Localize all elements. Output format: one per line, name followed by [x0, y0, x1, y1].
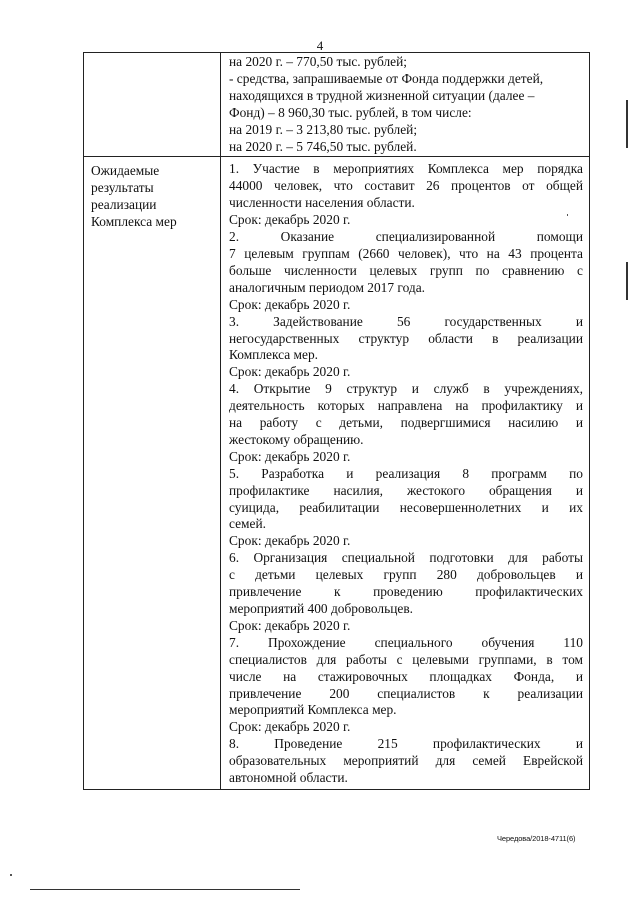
scan-speck — [567, 214, 568, 216]
text-line: 7. Прохождение специального обучения 110 — [229, 634, 583, 650]
text-line: привлечение к проведению профилактических — [229, 584, 583, 600]
expected-results-label-cell — [84, 157, 221, 790]
text-line: образовательных мероприятий для семей Еврейской — [229, 753, 583, 769]
text-line: профилактике насилия, жестокого обращения и — [229, 482, 583, 498]
row-label-empty — [84, 53, 221, 157]
funding-details-text — [229, 54, 583, 155]
text-line: Срок: декабрь 2020 г. — [229, 296, 351, 312]
scan-edge-mark — [626, 262, 628, 300]
row-label-line: Ожидаемые — [91, 163, 160, 179]
text-line: Фонд) – 8 960,30 тыс. рублей, в том числе: — [229, 104, 472, 120]
text-line: негосударственных структур области в реализации — [229, 330, 583, 346]
text-line: находящихся в трудной жизненной ситуации (далее – — [229, 87, 535, 103]
text-line: Срок: декабрь 2020 г. — [229, 212, 351, 228]
scan-speck — [10, 874, 12, 876]
text-line: аналогичным периодом 2017 года. — [229, 279, 425, 295]
text-line: на 2020 г. – 770,50 тыс. рублей; — [229, 54, 407, 69]
row-label-line: результаты — [91, 180, 154, 196]
text-line: с детьми целевых групп 280 добровольцев и — [229, 567, 583, 583]
text-line: мероприятий Комплекса мер. — [229, 702, 397, 718]
text-line: 1. Участие в мероприятиях Комплекса мер порядка — [229, 161, 583, 177]
text-line: на работу с детьми, подвергшимися насилию и — [229, 415, 583, 431]
table-row-expected-results — [84, 157, 590, 790]
text-line: числе на стажировочных площадках Фонда, и — [229, 668, 583, 684]
text-line: 7 целевым группам (2660 человек), что на 43 процента — [229, 245, 583, 261]
text-line: на 2020 г. – 5 746,50 тыс. рублей. — [229, 138, 417, 154]
text-line: специалистов для работы с целевыми группами, в том — [229, 651, 583, 667]
document-table — [83, 52, 590, 790]
text-line: Срок: декабрь 2020 г. — [229, 617, 351, 633]
text-line: жестокому обращению. — [229, 431, 364, 447]
text-line: 3. Задействование 56 государственных и — [229, 313, 583, 329]
text-line: Комплекса мер. — [229, 347, 318, 363]
text-line: Срок: декабрь 2020 г. — [229, 719, 351, 735]
scan-edge-mark — [626, 100, 628, 148]
text-line: Срок: декабрь 2020 г. — [229, 364, 351, 380]
text-line: 4. Открытие 9 структур и служб в учреждениях, — [229, 381, 583, 397]
text-line: - средства, запрашиваемые от Фонда поддержки детей, — [229, 70, 544, 86]
expected-results-cell — [221, 157, 590, 790]
expected-results-text — [229, 161, 583, 787]
text-line: 2. Оказание специализированной помощи — [229, 229, 583, 245]
text-line: суицида, реабилитации несовершеннолетних и их — [229, 499, 583, 515]
bottom-rule-line — [30, 889, 300, 890]
text-line: семей. — [229, 516, 266, 532]
row-label-line: Комплекса мер — [91, 214, 177, 230]
document-footer-code: Чередова/2018-4711(6) — [497, 834, 576, 843]
text-line: 5. Разработка и реализация 8 программ по — [229, 465, 583, 481]
table-row-funding — [84, 53, 590, 157]
text-line: Срок: декабрь 2020 г. — [229, 533, 351, 549]
funding-details-cell — [221, 53, 590, 157]
row-label-line: реализации — [91, 197, 157, 213]
text-line: численности населения области. — [229, 195, 415, 211]
text-line: на 2019 г. – 3 213,80 тыс. рублей; — [229, 121, 418, 137]
text-line: больше численности целевых групп по сравнению с — [229, 262, 583, 278]
text-line: автономной области. — [229, 770, 348, 786]
page-number: 4 — [316, 38, 324, 53]
text-line: 6. Организация специальной подготовки для работы — [229, 550, 583, 566]
text-line: 8. Проведение 215 профилактических и — [229, 736, 583, 752]
text-line: мероприятий 400 добровольцев. — [229, 601, 413, 616]
text-line: Срок: декабрь 2020 г. — [229, 448, 351, 464]
text-line: привлечение 200 специалистов к реализации — [229, 685, 583, 701]
text-line: деятельность которых направлена на профилактику и — [229, 398, 583, 414]
text-line: 44000 человек, что составит 26 процентов от общей — [229, 178, 583, 194]
